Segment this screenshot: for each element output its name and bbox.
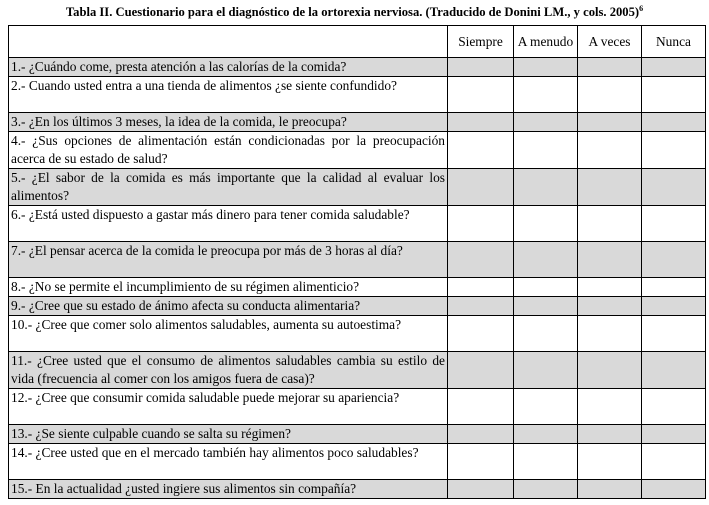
answer-cell-a-veces[interactable] xyxy=(578,132,642,169)
question-cell xyxy=(9,242,448,278)
question-cell xyxy=(9,169,448,206)
answer-cell-nunca[interactable] xyxy=(642,425,706,444)
answer-cell-siempre[interactable] xyxy=(448,242,514,278)
table-row xyxy=(9,113,706,132)
question-text: 9.- ¿Cree que su estado de ánimo afecta su conducta alimentaria? xyxy=(11,298,361,313)
answer-cell-a-menudo[interactable] xyxy=(514,169,578,206)
answer-cell-a-menudo[interactable] xyxy=(514,278,578,297)
question-text: 14.- ¿Cree usted que en el mercado también hay alimentos poco saludables? xyxy=(11,445,419,460)
answer-cell-a-menudo[interactable] xyxy=(514,58,578,77)
question-cell xyxy=(9,297,448,316)
table-title xyxy=(0,4,709,20)
answer-cell-a-veces[interactable] xyxy=(578,58,642,77)
answer-cell-siempre[interactable] xyxy=(448,169,514,206)
answer-cell-siempre[interactable] xyxy=(448,480,514,499)
answer-cell-a-menudo[interactable] xyxy=(514,77,578,113)
question-cell xyxy=(9,444,448,480)
answer-cell-a-veces[interactable] xyxy=(578,425,642,444)
answer-cell-a-menudo[interactable] xyxy=(514,352,578,389)
header-row xyxy=(9,26,706,58)
table-row xyxy=(9,169,706,206)
answer-cell-nunca[interactable] xyxy=(642,58,706,77)
table-row xyxy=(9,480,706,499)
answer-cell-siempre[interactable] xyxy=(448,58,514,77)
answer-cell-a-veces[interactable] xyxy=(578,297,642,316)
answer-cell-a-veces[interactable] xyxy=(578,242,642,278)
answer-cell-a-veces[interactable] xyxy=(578,278,642,297)
answer-cell-siempre[interactable] xyxy=(448,444,514,480)
question-cell xyxy=(9,58,448,77)
question-text: 11.- ¿Cree usted que el consumo de alimentos saludables cambia su estilo de vida (frecuencia al comer con los amigos fuera de casa)? xyxy=(11,353,445,386)
answer-cell-a-menudo[interactable] xyxy=(514,132,578,169)
answer-cell-siempre[interactable] xyxy=(448,389,514,425)
answer-cell-a-menudo[interactable] xyxy=(514,425,578,444)
table-row xyxy=(9,444,706,480)
answer-cell-a-veces[interactable] xyxy=(578,480,642,499)
answer-cell-a-veces[interactable] xyxy=(578,444,642,480)
answer-cell-nunca[interactable] xyxy=(642,206,706,242)
question-cell xyxy=(9,389,448,425)
table-row xyxy=(9,352,706,389)
answer-cell-a-menudo[interactable] xyxy=(514,316,578,352)
answer-cell-nunca[interactable] xyxy=(642,444,706,480)
answer-cell-a-veces[interactable] xyxy=(578,77,642,113)
table-row xyxy=(9,77,706,113)
question-text: 8.- ¿No se permite el incumplimiento de su régimen alimenticio? xyxy=(11,279,360,294)
question-text: 10.- ¿Cree que comer solo alimentos saludables, aumenta su autoestima? xyxy=(11,317,402,332)
answer-cell-nunca[interactable] xyxy=(642,77,706,113)
question-cell xyxy=(9,425,448,444)
question-text: 7.- ¿El pensar acerca de la comida le preocupa por más de 3 horas al día? xyxy=(11,243,403,258)
question-text: 5.- ¿El sabor de la comida es más importante que la calidad al evaluar los alimentos? xyxy=(11,170,445,203)
answer-cell-siempre[interactable] xyxy=(448,278,514,297)
answer-cell-nunca[interactable] xyxy=(642,352,706,389)
answer-cell-siempre[interactable] xyxy=(448,132,514,169)
question-text: 12.- ¿Cree que consumir comida saludable puede mejorar su apariencia? xyxy=(11,390,400,405)
table-row xyxy=(9,206,706,242)
answer-cell-a-menudo[interactable] xyxy=(514,297,578,316)
table-row xyxy=(9,242,706,278)
answer-cell-siempre[interactable] xyxy=(448,77,514,113)
answer-cell-a-veces[interactable] xyxy=(578,389,642,425)
header-a-menudo: A menudo xyxy=(514,26,578,58)
answer-cell-siempre[interactable] xyxy=(448,352,514,389)
answer-cell-a-menudo[interactable] xyxy=(514,480,578,499)
answer-cell-a-veces[interactable] xyxy=(578,169,642,206)
header-a-veces: A veces xyxy=(578,26,642,58)
answer-cell-a-veces[interactable] xyxy=(578,352,642,389)
question-text: 4.- ¿Sus opciones de alimentación están condicionadas por la preocupación acerca de su estado de salud? xyxy=(11,133,445,166)
answer-cell-a-veces[interactable] xyxy=(578,316,642,352)
question-cell xyxy=(9,132,448,169)
answer-cell-a-menudo[interactable] xyxy=(514,206,578,242)
answer-cell-nunca[interactable] xyxy=(642,316,706,352)
answer-cell-a-menudo[interactable] xyxy=(514,113,578,132)
question-cell xyxy=(9,480,448,499)
answer-cell-nunca[interactable] xyxy=(642,389,706,425)
question-text: 13.- ¿Se siente culpable cuando se salta su régimen? xyxy=(11,426,291,441)
answer-cell-nunca[interactable] xyxy=(642,242,706,278)
header-nunca: Nunca xyxy=(642,26,706,58)
answer-cell-nunca[interactable] xyxy=(642,278,706,297)
table-row xyxy=(9,425,706,444)
answer-cell-siempre[interactable] xyxy=(448,316,514,352)
questions-body xyxy=(9,58,706,499)
answer-cell-siempre[interactable] xyxy=(448,297,514,316)
question-cell xyxy=(9,77,448,113)
answer-cell-a-menudo[interactable] xyxy=(514,242,578,278)
question-text: 3.- ¿En los últimos 3 meses, la idea de la comida, le preocupa? xyxy=(11,114,347,129)
header-question-cell xyxy=(9,26,448,58)
question-cell xyxy=(9,352,448,389)
question-cell xyxy=(9,206,448,242)
answer-cell-siempre[interactable] xyxy=(448,425,514,444)
answer-cell-a-veces[interactable] xyxy=(578,206,642,242)
answer-cell-siempre[interactable] xyxy=(448,206,514,242)
question-text: 1.- ¿Cuándo come, presta atención a las calorías de la comida? xyxy=(11,59,347,74)
table-row xyxy=(9,316,706,352)
table-row xyxy=(9,58,706,77)
question-text: 15.- En la actualidad ¿usted ingiere sus alimentos sin compañía? xyxy=(11,481,357,496)
answer-cell-a-menudo[interactable] xyxy=(514,389,578,425)
answer-cell-nunca[interactable] xyxy=(642,169,706,206)
table-title-text: Tabla II. Cuestionario para el diagnóstico de la ortorexia nerviosa. (Traducido de Donini LM., y cols. 2005) xyxy=(65,5,640,19)
question-text: 6.- ¿Está usted dispuesto a gastar más dinero para tener comida saludable? xyxy=(11,207,410,222)
question-cell xyxy=(9,278,448,297)
table-row xyxy=(9,297,706,316)
header-siempre: Siempre xyxy=(448,26,514,58)
table-row xyxy=(9,132,706,169)
answer-cell-nunca[interactable] xyxy=(642,132,706,169)
answer-cell-a-veces[interactable] xyxy=(578,113,642,132)
question-cell xyxy=(9,113,448,132)
answer-cell-a-menudo[interactable] xyxy=(514,444,578,480)
answer-cell-nunca[interactable] xyxy=(642,113,706,132)
answer-cell-siempre[interactable] xyxy=(448,113,514,132)
answer-cell-nunca[interactable] xyxy=(642,297,706,316)
table-row xyxy=(9,278,706,297)
question-text: 2.- Cuando usted entra a una tienda de alimentos ¿se siente confundido? xyxy=(11,78,397,93)
title-reference: 6 xyxy=(639,3,644,13)
answer-cell-nunca[interactable] xyxy=(642,480,706,499)
questionnaire-table xyxy=(8,25,706,499)
question-cell xyxy=(9,316,448,352)
table-row xyxy=(9,389,706,425)
